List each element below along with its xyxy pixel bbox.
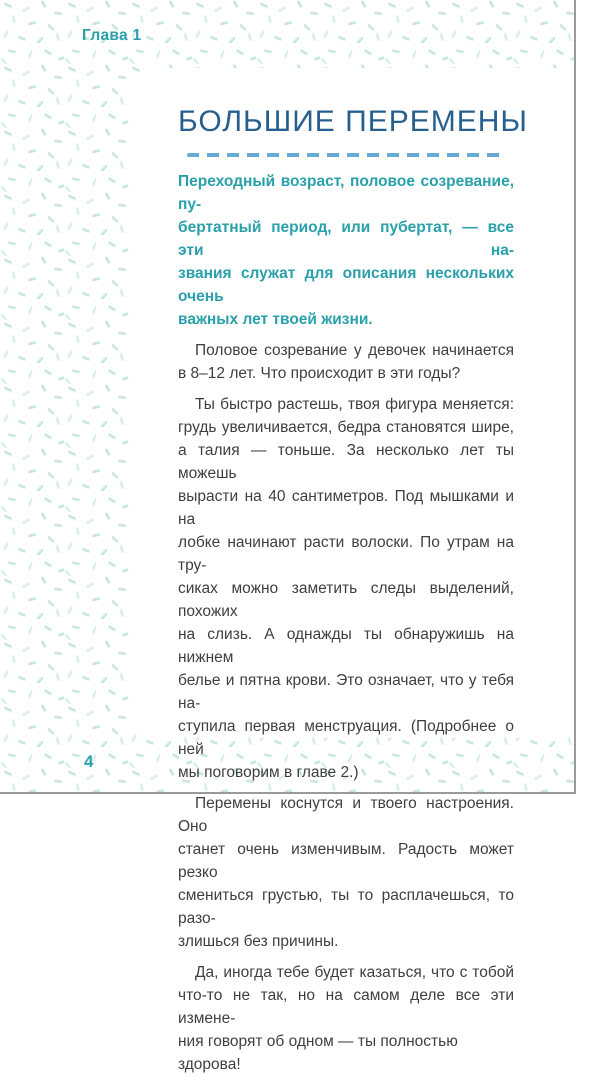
text-line: ступила первая менструация. (Подробнее о ней [178,718,514,758]
text-line: Половое созревание у девочек начинается [195,342,514,359]
text-line: а талия — тоньше. За несколько лет ты можешь [178,442,514,482]
text-line: Ты быстро растешь, твоя фигура меняется: [195,396,514,413]
title-dashed-underline [187,153,505,157]
text-line: бертатный период, или пубертат, — все эти на- [178,219,514,259]
text-line: вырасти на 40 сантиметров. Под мышками и на [178,488,514,528]
text-line: Переходный возраст, половое созревание, пу- [178,173,514,213]
text-line: Да, иногда тебе будет казаться, что с тобой [195,964,514,981]
text-line: важных лет твоей жизни. [178,311,373,328]
paragraph [178,170,514,331]
text-line: злишься без причины. [178,933,339,950]
text-line: что-то не так, но на самом деле все эти измене- [178,987,514,1027]
page-edge-right [574,0,576,794]
page-title: БОЛЬШИЕ ПЕРЕМЕНЫ [178,105,528,138]
text-line: в 8–12 лет. Что происходит в эти годы? [178,365,461,382]
paragraphs [178,170,514,1076]
text-line: Перемены коснутся и твоего настроения. Оно [178,795,514,835]
text-line: лобке начинают расти волоски. По утрам на тру- [178,534,514,574]
text-line: белье и пятна крови. Это означает, что у тебя на- [178,672,514,712]
text-line: ния говорят об одном — ты полностью здорова! [178,1033,458,1073]
text-line: мы поговорим в главе 2.) [178,764,359,781]
paragraph [178,961,514,1076]
paragraph [178,792,514,953]
text-line: смениться грустью, ты то расплачешься, то разо- [178,887,514,927]
page-content [178,104,528,1084]
paragraph [178,393,514,784]
text-line: сиках можно заметить следы выделений, похожих [178,580,514,620]
text-line: на слизь. А однажды ты обнаружишь на нижнем [178,626,514,666]
chapter-label: Глава 1 [82,27,142,44]
page-number: 4 [84,752,94,771]
text-line: звания служат для описания нескольких очень [178,265,514,305]
text-line: грудь увеличивается, бедра становятся шире, [178,419,514,436]
title-underline-wrap [178,144,514,162]
text-line: станет очень изменчивым. Радость может резко [178,841,514,881]
paragraph [178,339,514,385]
